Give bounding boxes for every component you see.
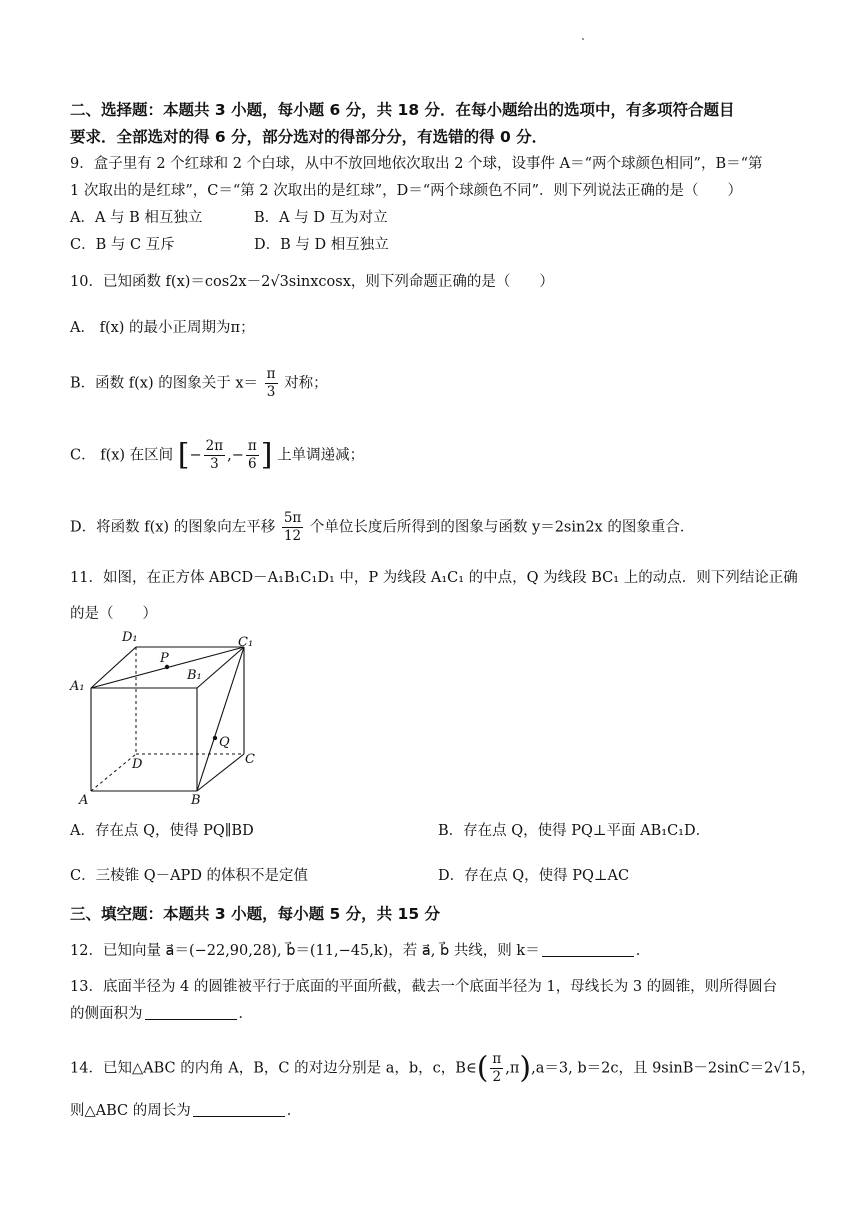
label-a: A <box>79 793 89 808</box>
fraction-denominator: 3 <box>210 456 219 472</box>
fraction-denominator: 2 <box>492 1069 502 1085</box>
label-a1: A₁ <box>70 679 85 694</box>
q10-option-c-pre: C． f(x) 在区间 <box>70 447 174 464</box>
q13-answer-blank[interactable] <box>145 1005 237 1020</box>
hidden-edge-ad <box>91 754 136 791</box>
q10-option-c-post: 上单调递减； <box>277 447 365 464</box>
q14-answer-blank[interactable] <box>193 1102 285 1117</box>
label-q: Q <box>219 735 230 750</box>
q14-text-2: 则△ABC 的周长为 <box>70 1103 191 1119</box>
q14-end: ． <box>286 1103 302 1119</box>
q10-stem: 10．已知函数 f(x)＝cos2x－2√3sinxcosx，则下列命题正确的是（ ） <box>70 274 554 290</box>
q12-text: 12．已知向量 a⃗＝(−22,90,28), b⃗＝(11,−45,k)，若 a⃗, b⃗ 共线，则 k＝ <box>70 943 540 959</box>
fraction-numerator: π <box>492 1051 502 1067</box>
edge-bc <box>197 754 244 791</box>
q10-option-a: A． f(x) 的最小正周期为π； <box>70 320 255 336</box>
q11-option-c: C．三棱锥 Q－APD 的体积不是定值 <box>70 868 309 884</box>
q10-option-b-post: 对称； <box>284 375 328 392</box>
label-p: P <box>160 651 169 666</box>
fraction-denominator: 3 <box>266 384 276 400</box>
q14-condition: ,a＝3, b＝2c，且 9sinB－2sinC＝2√15， <box>531 1060 816 1077</box>
q9-stem-line2: 1 次取出的是红球”，C＝“第 2 次取出的是红球”，D＝“两个球颜色不同”．则下列说法正确的是（ ） <box>70 183 743 199</box>
q9-option-d: D．B 与 D 相互独立 <box>254 237 389 253</box>
fraction-numerator: 5π <box>283 510 302 526</box>
q9-option-c: C．B 与 C 互斥 <box>70 237 175 253</box>
q10-option-b-pre: B．函数 f(x) 的图象关于 x＝ <box>70 375 259 392</box>
section2-heading-line2: 要求．全部选对的得 6 分，部分选对的得部分分，有选错的得 0 分． <box>70 128 548 146</box>
q9-option-b: B．A 与 D 互为对立 <box>254 210 388 226</box>
fraction-numerator: π <box>266 366 276 382</box>
fraction-numerator: π <box>247 438 257 454</box>
q9-stem-line1: 9．盒子里有 2 个红球和 2 个白球，从中不放回地依次取出 2 个球，设事件 A＝“两个球颜色相同”，B＝“第 <box>70 156 763 172</box>
q11-option-d: D．存在点 Q，使得 PQ⊥AC <box>438 868 630 884</box>
q12-end: ． <box>635 943 651 959</box>
section2-heading-line1: 二、选择题：本题共 3 小题，每小题 6 分，共 18 分．在每小题给出的选项中，有多项符合题目 <box>70 101 735 119</box>
q14-line1 <box>70 1051 816 1086</box>
label-b1: B₁ <box>187 668 202 683</box>
q10-option-d-pre: D．将函数 f(x) 的图象向左平移 <box>70 519 276 536</box>
right-paren: ) <box>519 1050 532 1086</box>
label-b: B <box>191 793 201 808</box>
label-d: D <box>132 757 143 772</box>
q14-fraction <box>490 1051 503 1086</box>
q14-line2 <box>70 1101 301 1121</box>
fraction-numerator: 2π <box>205 438 224 454</box>
point-q <box>213 736 217 740</box>
q12-line <box>70 941 650 961</box>
left-paren: ( <box>476 1050 489 1086</box>
q13-line1: 13．底面半径为 4 的圆锥被平行于底面的平面所截，截去一个底面半径为 1，母线长为 3 的圆锥，则所得圆台 <box>70 979 778 995</box>
q14-text: 14．已知△ABC 的内角 A，B，C 的对边分别是 a，b，c，B∈ <box>70 1060 477 1077</box>
q11-option-b: B．存在点 Q，使得 PQ⊥平面 AB₁C₁D． <box>438 823 711 839</box>
fraction-denominator: 12 <box>283 528 302 544</box>
q11-stem-line2: 的是（ ） <box>70 606 157 622</box>
q11-option-a: A．存在点 Q，使得 PQ∥BD <box>70 823 254 839</box>
right-bracket: ] <box>260 437 273 473</box>
q13-line2 <box>70 1004 253 1024</box>
fraction-denominator: 6 <box>248 456 257 472</box>
label-c: C <box>245 752 255 767</box>
q13-text: 的侧面积为 <box>70 1006 143 1022</box>
label-d1: D₁ <box>122 630 138 645</box>
comma-minus: ,− <box>227 447 244 464</box>
label-c1: C₁ <box>238 635 254 650</box>
q10-option-d-post: 个单位长度后所得到的图象与函数 y＝2sin2x 的图象重合． <box>309 519 695 536</box>
q13-end: ． <box>238 1006 253 1022</box>
q9-option-a: A．A 与 B 相互独立 <box>70 210 203 226</box>
minus-sign: − <box>189 447 202 464</box>
q14-comma-pi: ,π <box>505 1060 520 1077</box>
q11-stem-line1: 11．如图，在正方体 ABCD－A₁B₁C₁D₁ 中，P 为线段 A₁C₁ 的中点，Q 为线段 BC₁ 上的动点．则下列结论正确 <box>70 570 798 586</box>
segment-bc1 <box>197 647 244 791</box>
q12-answer-blank[interactable] <box>542 942 634 957</box>
section3-heading: 三、填空题：本题共 3 小题，每小题 5 分，共 15 分 <box>70 905 441 923</box>
left-bracket: [ <box>177 437 190 473</box>
